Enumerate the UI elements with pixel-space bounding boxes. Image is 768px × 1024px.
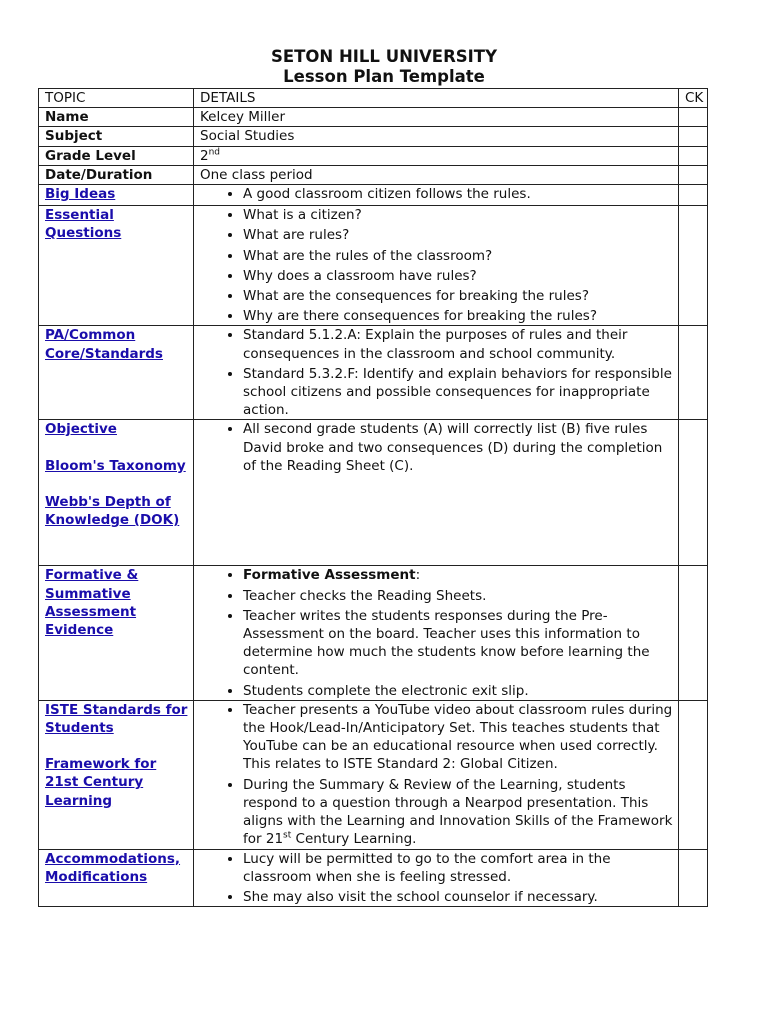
grade-value xyxy=(194,146,679,165)
list-item: • What are the rules of the classroom? xyxy=(243,247,678,265)
big-ideas-link[interactable]: Big Ideas xyxy=(45,186,116,203)
ck-cell xyxy=(679,146,708,165)
grade-number: 2 xyxy=(200,147,209,164)
list-item: • Teacher presents a YouTube video about classroom rules during the Hook/Lead-In/Anticipatory Set. This teaches students that YouTube can be an educational resource when used correctly. This relates to ISTE Standard 2: Global Citizen. xyxy=(243,701,678,774)
list-item: • Why does a classroom have rules? xyxy=(243,267,678,285)
topic-header: TOPIC xyxy=(39,89,194,108)
ck-header: CK xyxy=(679,89,708,108)
formative-heading: Formative Assessment xyxy=(243,567,416,584)
list-item: • What are rules? xyxy=(243,226,678,244)
objective-row xyxy=(39,420,708,566)
list-item: • A good classroom citizen follows the rules. xyxy=(243,185,678,203)
blooms-taxonomy-link[interactable]: Bloom's Taxonomy xyxy=(45,457,186,474)
ck-cell xyxy=(679,185,708,206)
ck-cell xyxy=(679,700,708,849)
standards-link[interactable]: PA/Common Core/Standards xyxy=(45,327,163,362)
list-item: • Lucy will be permitted to go to the comfort area in the classroom when she is feeling stressed. xyxy=(243,850,678,886)
essential-questions-link[interactable]: Essential Questions xyxy=(45,207,122,242)
big-ideas-row xyxy=(39,185,708,206)
list-item: • During the Summary & Review of the Learning, students respond to a question through a Nearpod presentation. This aligns with the Learning and Innovation Skills of the Framework for 21st Century Learning. xyxy=(243,776,678,849)
big-ideas-list xyxy=(200,185,678,203)
ck-cell xyxy=(679,108,708,127)
iste-standards-link[interactable]: ISTE Standards for Students xyxy=(45,701,188,737)
iste-row xyxy=(39,700,708,849)
ck-cell xyxy=(679,566,708,700)
date-label: Date/Duration xyxy=(39,165,194,184)
assessment-link[interactable]: Formative & Summative Assessment Evidence xyxy=(45,567,139,639)
grade-suffix: nd xyxy=(208,147,221,158)
list-item: • What is a citizen? xyxy=(243,206,678,224)
list-item: • Standard 5.1.2.A: Explain the purposes of rules and their consequences in the classroom and school community. xyxy=(243,326,678,362)
name-row xyxy=(39,108,708,127)
objective-link[interactable]: Objective xyxy=(45,421,117,438)
list-item: • Formative Assessment: xyxy=(243,566,678,584)
ck-cell xyxy=(679,420,708,566)
list-item: • Teacher writes the students responses during the Pre-Assessment on the board. Teacher uses this information to determine how much the students know before learning the content. xyxy=(243,607,678,680)
subject-label: Subject xyxy=(39,127,194,146)
list-item: • Teacher checks the Reading Sheets. xyxy=(243,587,678,605)
assessment-row xyxy=(39,566,708,700)
accommodations-link[interactable]: Accommodations, Modifications xyxy=(45,850,181,885)
table-header-row xyxy=(39,89,708,108)
essential-questions-list xyxy=(200,206,678,325)
subject-row xyxy=(39,127,708,146)
accommodations-row xyxy=(39,849,708,907)
subject-value: Social Studies xyxy=(194,127,679,146)
name-label: Name xyxy=(39,108,194,127)
list-item: • She may also visit the school counselor if necessary. xyxy=(243,888,678,906)
list-item: • All second grade students (A) will correctly list (B) five rules David broke and two consequences (D) during the completion of the Reading Sheet (C). xyxy=(243,420,678,475)
details-header: DETAILS xyxy=(194,89,679,108)
framework-21st-century-link[interactable]: Framework for 21st Century Learning xyxy=(45,756,157,809)
list-item: • What are the consequences for breaking the rules? xyxy=(243,287,678,305)
date-row xyxy=(39,165,708,184)
essential-questions-row xyxy=(39,206,708,326)
accommodations-list xyxy=(200,850,678,907)
ck-cell xyxy=(679,127,708,146)
list-item: • Students complete the electronic exit slip. xyxy=(243,682,678,700)
grade-label: Grade Level xyxy=(39,146,194,165)
name-value: Kelcey Miller xyxy=(194,108,679,127)
webbs-dok-link[interactable]: Webb's Depth of Knowledge (DOK) xyxy=(45,493,180,529)
ck-cell xyxy=(679,849,708,907)
ck-cell xyxy=(679,165,708,184)
standards-row xyxy=(39,326,708,420)
list-item: • Why are there consequences for breaking the rules? xyxy=(243,307,678,325)
date-value: One class period xyxy=(194,165,679,184)
assessment-list xyxy=(200,566,678,699)
objective-list xyxy=(200,420,678,475)
university-title: SETON HILL UNIVERSITY xyxy=(270,47,498,66)
list-item: • Standard 5.3.2.F: Identify and explain behaviors for responsible school citizens and possible consequences for inappropriate action. xyxy=(243,365,678,420)
ck-cell xyxy=(679,206,708,326)
grade-row xyxy=(39,146,708,165)
lesson-plan-table xyxy=(38,88,708,907)
template-title: Lesson Plan Template xyxy=(283,67,485,86)
ck-cell xyxy=(679,326,708,420)
iste-list xyxy=(200,701,678,849)
standards-list xyxy=(200,326,678,419)
